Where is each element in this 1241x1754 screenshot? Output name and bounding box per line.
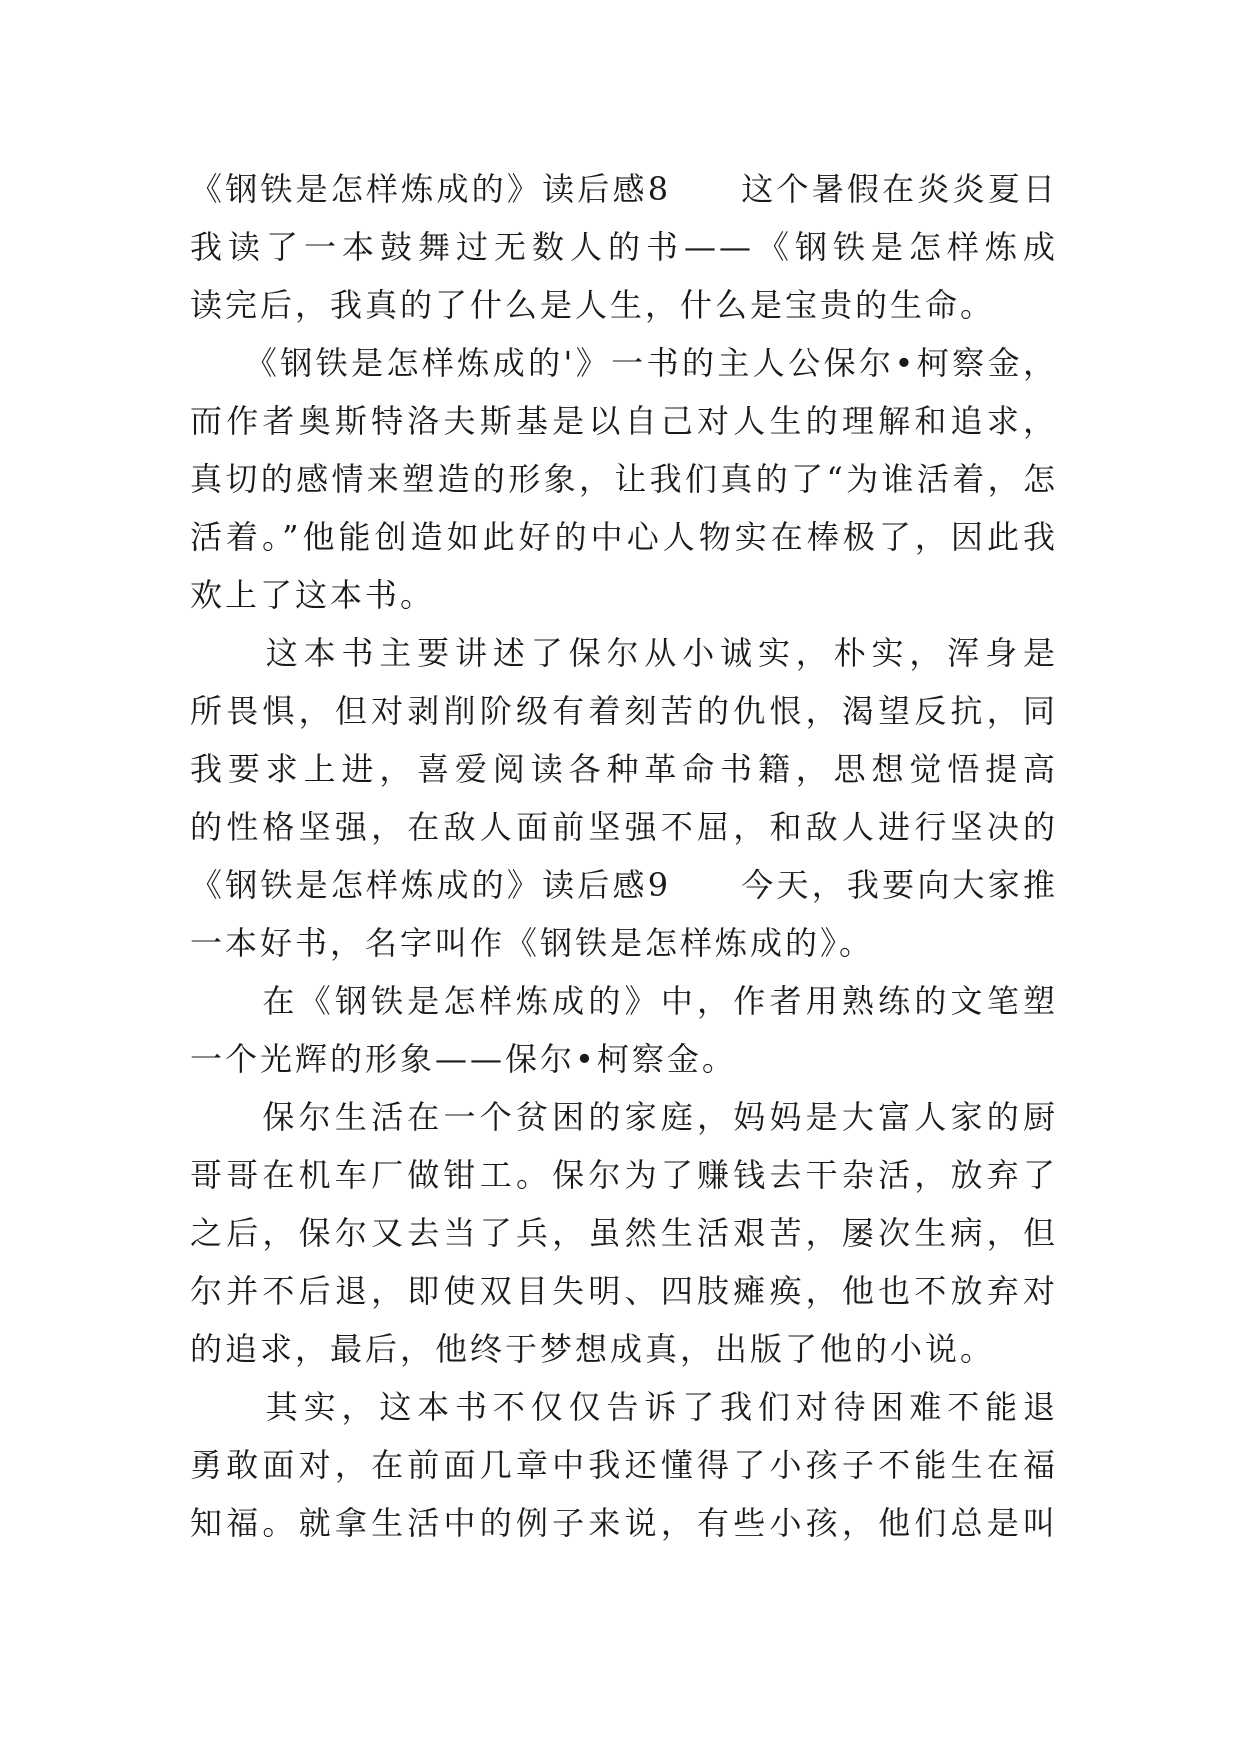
text-line [190,160,1058,218]
text-line [190,856,1058,914]
text-segment: 《钢铁是怎样炼成的》读后感8 [190,170,672,208]
text-segment: 《钢铁是怎样炼成的》读后感9 [190,866,672,904]
text-line: 所畏惧，但对剥削阶级有着刻苦的仇恨，渴望反抗，同 [190,692,1058,730]
text-line: 哥哥在机车厂做钳工。保尔为了赚钱去干杂活，放弃了 [190,1156,1058,1194]
text-line: 勇敢面对，在前面几章中我还懂得了小孩子不能生在福 [190,1446,1058,1484]
text-segment: 今天，我要向大家推 [741,866,1058,904]
text-line: 其实，这本书不仅仅告诉了我们对待困难不能退 [265,1388,1058,1426]
text-line: 而作者奥斯特洛夫斯基是以自己对人生的理解和追求， [190,402,1058,440]
text-line: 我要求上进，喜爱阅读各种革命书籍，思想觉悟提高 [190,750,1058,788]
text-line: 尔并不后退，即使双目失明、四肢瘫痪，他也不放弃对 [190,1272,1058,1310]
text-line: 在《钢铁是怎样炼成的》中，作者用熟练的文笔塑 [262,982,1058,1020]
text-line: 我读了一本鼓舞过无数人的书——《钢铁是怎样炼成 [190,228,1058,266]
document-page [190,160,1058,1552]
text-line: 之后，保尔又去当了兵，虽然生活艰苦，屡次生病，但 [190,1214,1058,1252]
text-line: 欢上了这本书。 [190,576,436,614]
text-line: 这本书主要讲述了保尔从小诚实，朴实，浑身是 [265,634,1058,672]
text-line: 《钢铁是怎样炼成的'》一书的主人公保尔•柯察金， [190,344,1058,382]
text-line: 的性格坚强，在敌人面前坚强不屈，和敌人进行坚决的 [190,808,1058,846]
text-line: 真切的感情来塑造的形象，让我们真的了“为谁活着，怎 [190,460,1058,498]
text-line: 保尔生活在一个贫困的家庭，妈妈是大富人家的厨 [262,1098,1058,1136]
text-line: 一本好书，名字叫作《钢铁是怎样炼成的》。 [190,924,875,962]
text-line: 知福。就拿生活中的例子来说，有些小孩，他们总是叫 [190,1504,1058,1542]
text-line: 的追求，最后，他终于梦想成真，出版了他的小说。 [190,1330,996,1368]
text-line: 读完后，我真的了什么是人生，什么是宝贵的生命。 [190,286,996,324]
text-segment: 这个暑假在炎炎夏日 [741,170,1058,208]
text-line: 活着。”他能创造如此好的中心人物实在棒极了，因此我 [190,518,1058,556]
text-line: 一个光辉的形象——保尔•柯察金。 [190,1040,737,1078]
